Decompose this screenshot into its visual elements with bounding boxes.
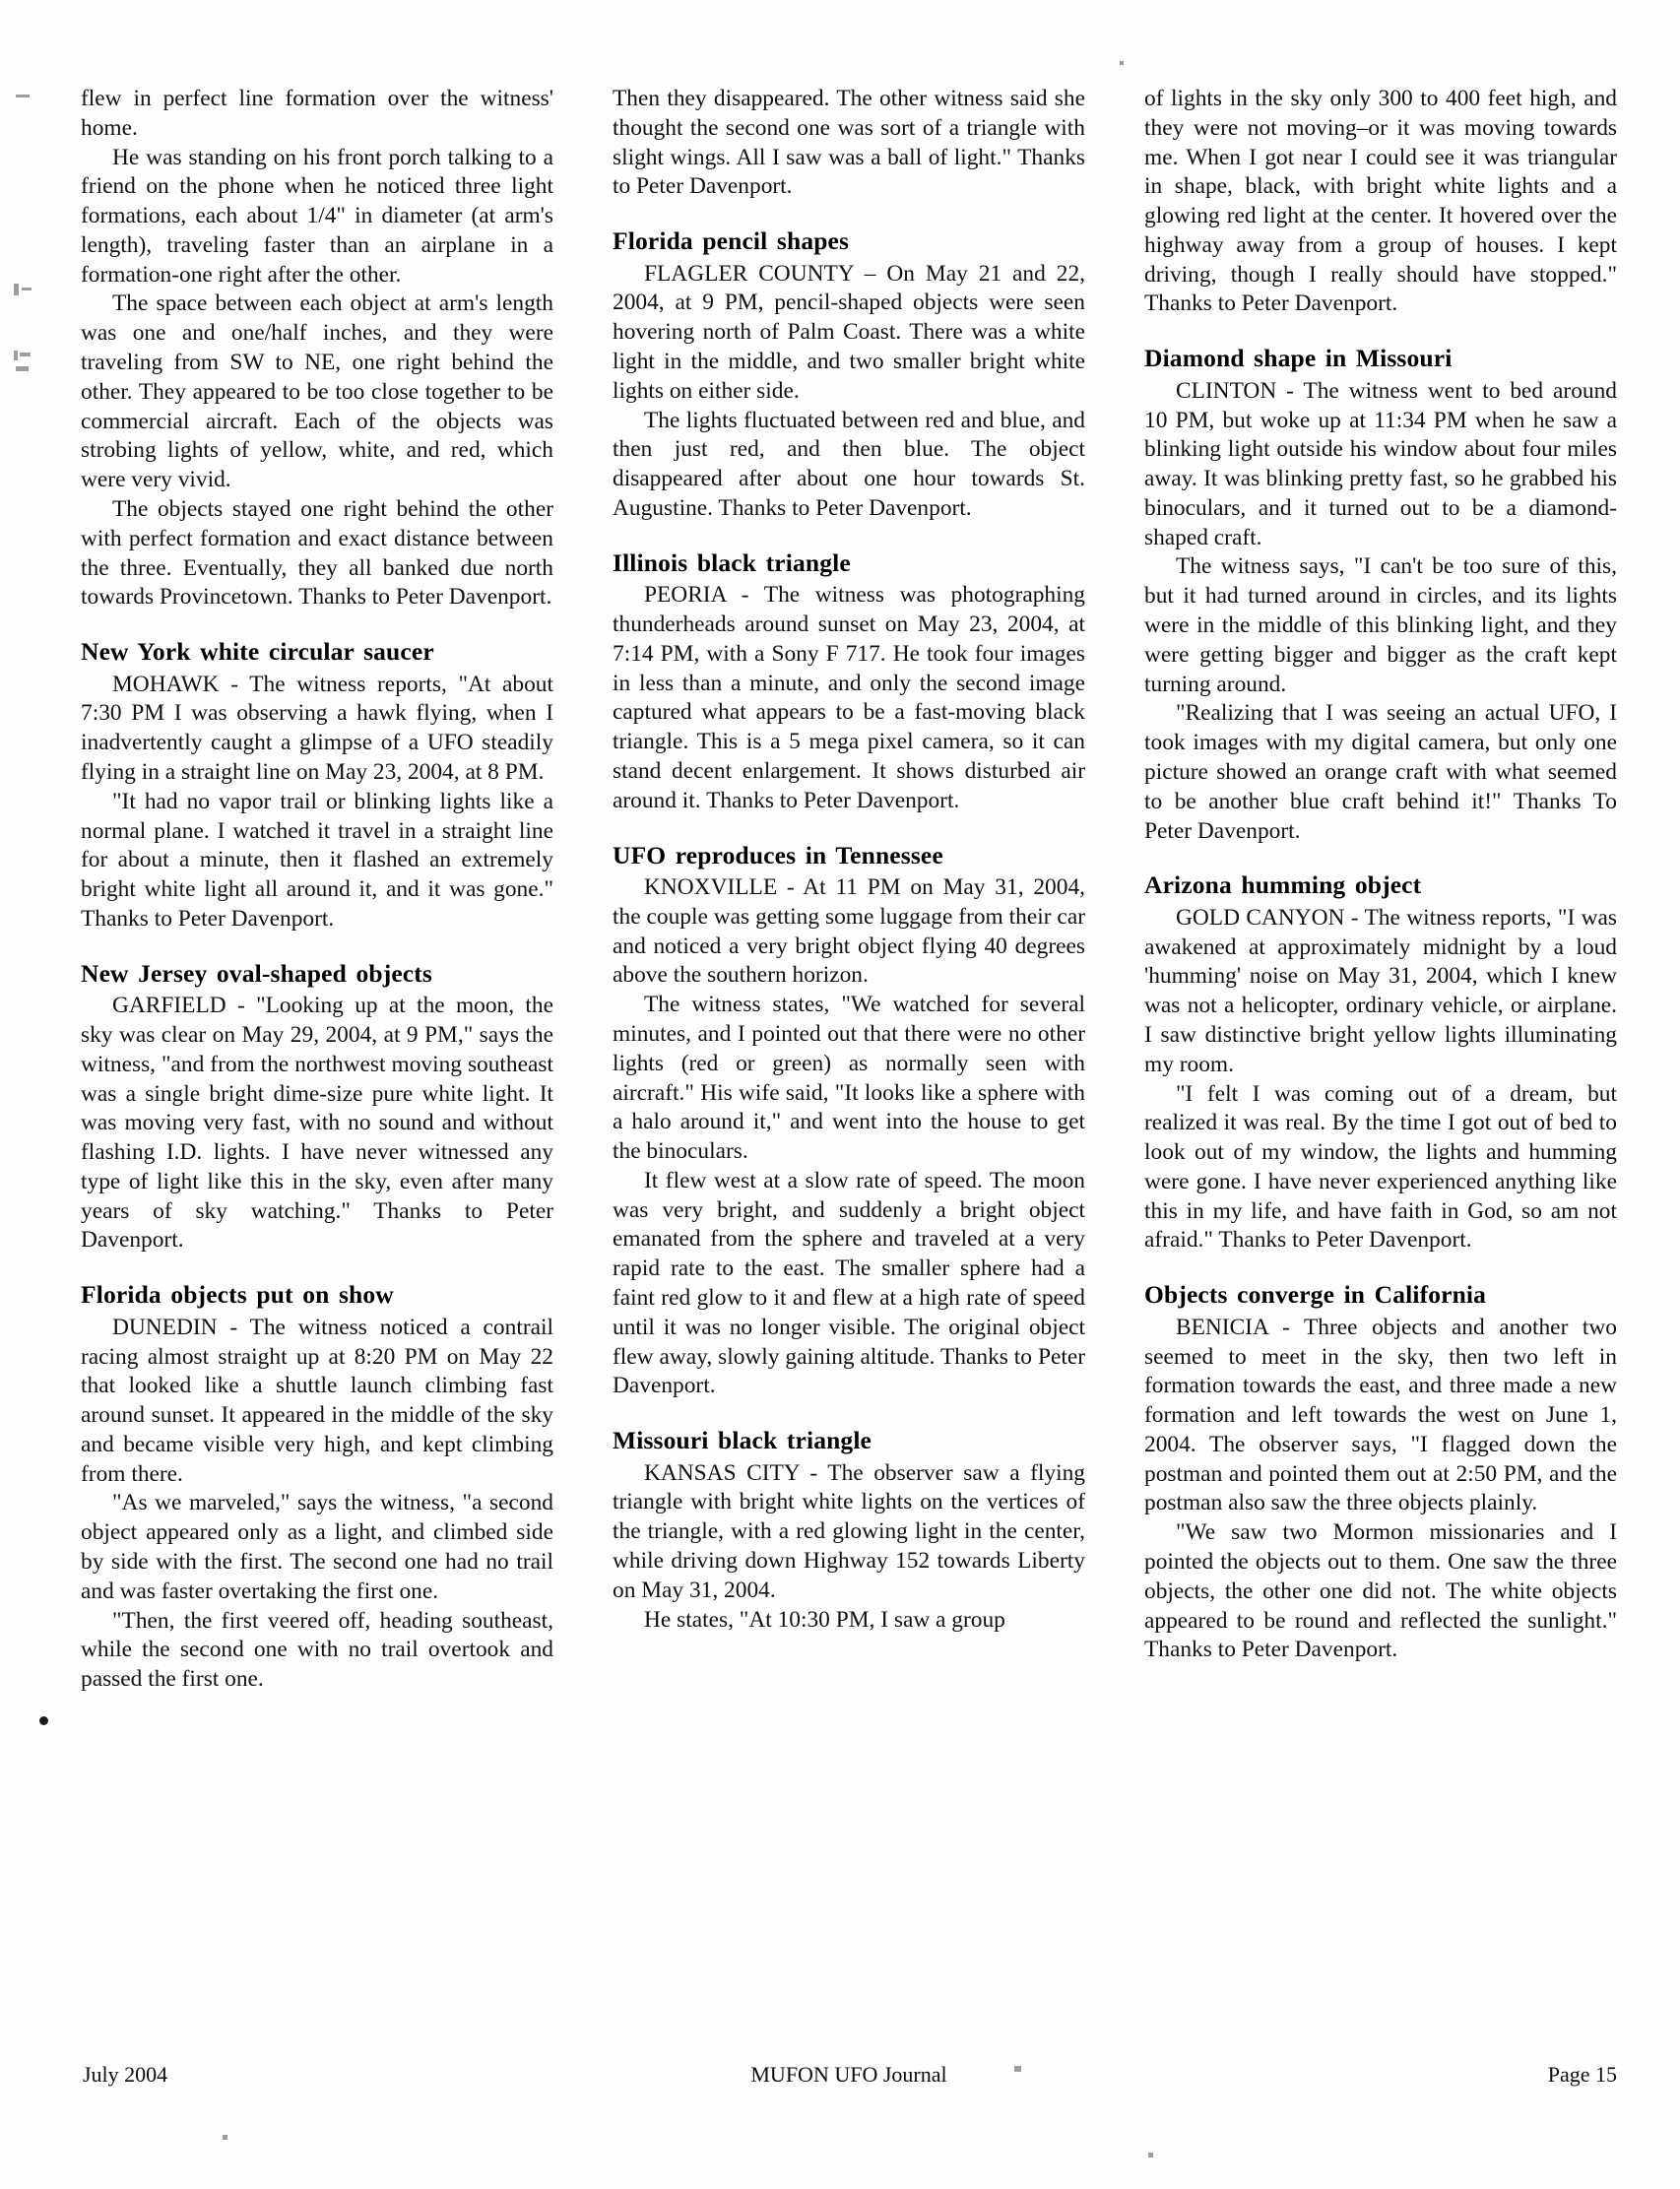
article-heading: Arizona humming object — [1144, 870, 1422, 900]
page-footer — [81, 2062, 1617, 2101]
paragraph: of lights in the sky only 300 to 400 feet high, and they were not moving–or it was moving towards me. When I got near I could see it was triangular in shape, black, with bright white lights and a glowing red light at the center. It hovered over the highway away from a group of houses. I kept driving, though I really should have stopped." Thanks to Peter Davenport. — [1144, 86, 1617, 317]
paragraph: flew in perfect line formation over the witness' home. — [81, 86, 553, 141]
paragraph: GARFIELD - "Looking up at the moon, the sky was clear on May 29, 2004, at 9 PM," says the witness, "and from the northwest moving southeast was a single bright dime-size pure white light. It was moving very fast, with no sound and without flashing I.D. lights. I have never witnessed any type of light like this in the sky, even after many years of sky watching." Thanks to Peter Davenport. — [81, 993, 553, 1254]
scan-artifact — [22, 288, 32, 290]
paragraph: "It had no vapor trail or blinking lights like a normal plane. I watched it travel in a straight line for about a minute, then it flashed an extremely bright white light all around it, and it was gone." Thanks to Peter Davenport. — [81, 788, 553, 932]
article-heading: Illinois black triangle — [613, 547, 851, 577]
paragraph: BENICIA - Three objects and another two seemed to meet in the sky, then two left in formation towards the east, and three made a new formation and left towards the west on June 1, 2004. The observer says, "I flagged down the postman and pointed them out at 2:50 PM, and the postman also saw the three objects plainly. — [1144, 1314, 1617, 1516]
paragraph: Then they disappeared. The other witness said she thought the second one was sort of a triangle with slight wings. All I saw was a ball of light." Thanks to Peter Davenport. — [613, 86, 1085, 200]
scan-artifact — [223, 2135, 227, 2140]
paragraph: He states, "At 10:30 PM, I saw a group — [644, 1606, 1005, 1633]
column-3 — [1144, 85, 1617, 2044]
paragraph: "Realizing that I was seeing an actual UFO, I took images with my digital camera, but only one picture showed an orange craft with what seemed to be another blue craft behind it!" Thanks To Peter Davenport. — [1144, 700, 1617, 844]
scan-artifact — [16, 95, 30, 97]
paragraph: "I felt I was coming out of a dream, but realized it was real. By the time I got out of bed to look out of my window, the lights and humming were gone. I have never experienced anything like this in my life, and have faith in God, so am not afraid." Thanks to Peter Davenport. — [1144, 1080, 1617, 1254]
article-heading: Florida objects put on show — [81, 1280, 394, 1310]
article-heading: Missouri black triangle — [613, 1426, 872, 1455]
footer-page-number: Page 15 — [1547, 2062, 1617, 2087]
article-heading: New Jersey oval-shaped objects — [81, 958, 432, 988]
scan-artifact — [16, 366, 29, 371]
scan-artifact — [14, 351, 18, 360]
paragraph: CLINTON - The witness went to bed around 10 PM, but woke up at 11:34 PM when he saw a blinking light outside his window about four miles away. It was blinking pretty fast, so he grabbed his binoculars, and it turned out to be a diamond-shaped craft. — [1144, 377, 1617, 550]
article-heading: Diamond shape in Missouri — [1144, 344, 1453, 373]
paragraph: He was standing on his front porch talking to a friend on the phone when he noticed three light formations, each about 1/4" in diameter (at arm's length), traveling faster than an airplane in a formation-one right after the other. — [81, 144, 553, 288]
paragraph: "We saw two Mormon missionaries and I pointed the objects out to them. One saw the three objects, the other one did not. The white objects appeared to be round and reflected the sunlight." Thanks to Peter Davenport. — [1144, 1519, 1617, 1663]
article-columns — [81, 85, 1617, 2044]
scan-artifact-bullet — [39, 1716, 48, 1725]
paragraph: It flew west at a slow rate of speed. The moon was very bright, and suddenly a bright object emanated from the sphere and traveled at a very rapid rate to the east. The smaller sphere had a faint red glow to it and flew at a high rate of speed until it was no longer visible. The original object flew away, slowly gaining altitude. Thanks to Peter Davenport. — [613, 1167, 1085, 1399]
article-heading: Objects converge in California — [1144, 1280, 1487, 1310]
paragraph: The objects stayed one right behind the other with perfect formation and exact distance between the three. Eventually, they all banked due north towards Provincetown. Thanks to Peter Davenport. — [81, 495, 553, 611]
paragraph: The witness says, "I can't be too sure of this, but it had turned around in circles, and its lights were in the middle of this blinking light, and they were getting bigger and bigger as the craft kept turning around. — [1144, 553, 1617, 697]
paragraph: KNOXVILLE - At 11 PM on May 31, 2004, the couple was getting some luggage from their car and noticed a very bright object flying 40 degrees above the southern horizon. — [613, 874, 1085, 989]
scan-artifact — [1148, 2153, 1153, 2157]
scan-artifact — [14, 284, 19, 295]
paragraph: PEORIA - The witness was photographing thunderheads around sunset on May 23, 2004, at 7:14 PM, with a Sony F 717. He took four images in less than a minute, and only the second image captured what appears to be a fast-moving black triangle. This is a 5 mega pixel camera, so it can stand decent enlargement. It shows disturbed air around it. Thanks to Peter Davenport. — [613, 582, 1085, 813]
paragraph: "As we marveled," says the witness, "a second object appeared only as a light, and climbed side by side with the first. The second one had no trail and was faster overtaking the first one. — [81, 1490, 553, 1604]
footer-issue-date: July 2004 — [83, 2062, 168, 2087]
article-heading: UFO reproduces in Tennessee — [613, 840, 943, 869]
column-1 — [81, 85, 553, 2044]
paragraph: DUNEDIN - The witness noticed a contrail racing almost straight up at 8:20 PM on May 22 that looked like a shuttle launch climbing fast around sunset. It appeared in the middle of the sky and became visible very high, and kept climbing from there. — [81, 1314, 553, 1487]
paragraph: KANSAS CITY - The observer saw a flying triangle with bright white lights on the vertices of the triangle, with a red glowing light in the center, while driving down Highway 152 towards Liberty on May 31, 2004. — [613, 1459, 1085, 1603]
paragraph: "Then, the first veered off, heading southeast, while the second one with no trail overtook and passed the first one. — [81, 1607, 553, 1693]
paragraph: The space between each object at arm's length was one and one/half inches, and they were traveling from SW to NE, one right behind the other. They appeared to be too close together to be commercial aircraft. Each of the objects was strobing lights of yellow, white, and red, which were very vivid. — [81, 290, 553, 493]
scan-artifact — [1120, 61, 1124, 65]
paragraph: The witness states, "We watched for several minutes, and I pointed out that there were no other lights (red or green) as normally seen with aircraft." His wife said, "It looks like a sphere with a halo around it," and went into the house to get the binoculars. — [613, 992, 1085, 1165]
column-2 — [613, 85, 1085, 2044]
paragraph: The lights fluctuated between red and blue, and then just red, and then blue. The object disappeared after about one hour towards St. Augustine. Thanks to Peter Davenport. — [613, 407, 1085, 521]
scan-artifact — [20, 353, 31, 356]
article-heading: Florida pencil shapes — [613, 226, 850, 256]
paragraph: MOHAWK - The witness reports, "At about 7:30 PM I was observing a hawk flying, when I inadvertently caught a glimpse of a UFO steadily flying in a straight line on May 23, 2004, at 8 PM. — [81, 671, 553, 785]
paragraph: FLAGLER COUNTY – On May 21 and 22, 2004, at 9 PM, pencil-shaped objects were seen hovering north of Palm Coast. There was a white light in the middle, and two smaller bright white lights on either side. — [613, 260, 1085, 404]
paragraph: GOLD CANYON - The witness reports, "I was awakened at approximately midnight by a loud 'humming' noise on May 31, 2004, which I knew was not a helicopter, ordinary vehicle, or airplane. I saw distinctive bright yellow lights illuminating my room. — [1144, 904, 1617, 1077]
article-heading: New York white circular saucer — [81, 637, 434, 667]
footer-publication-title: MUFON UFO Journal — [750, 2062, 947, 2087]
